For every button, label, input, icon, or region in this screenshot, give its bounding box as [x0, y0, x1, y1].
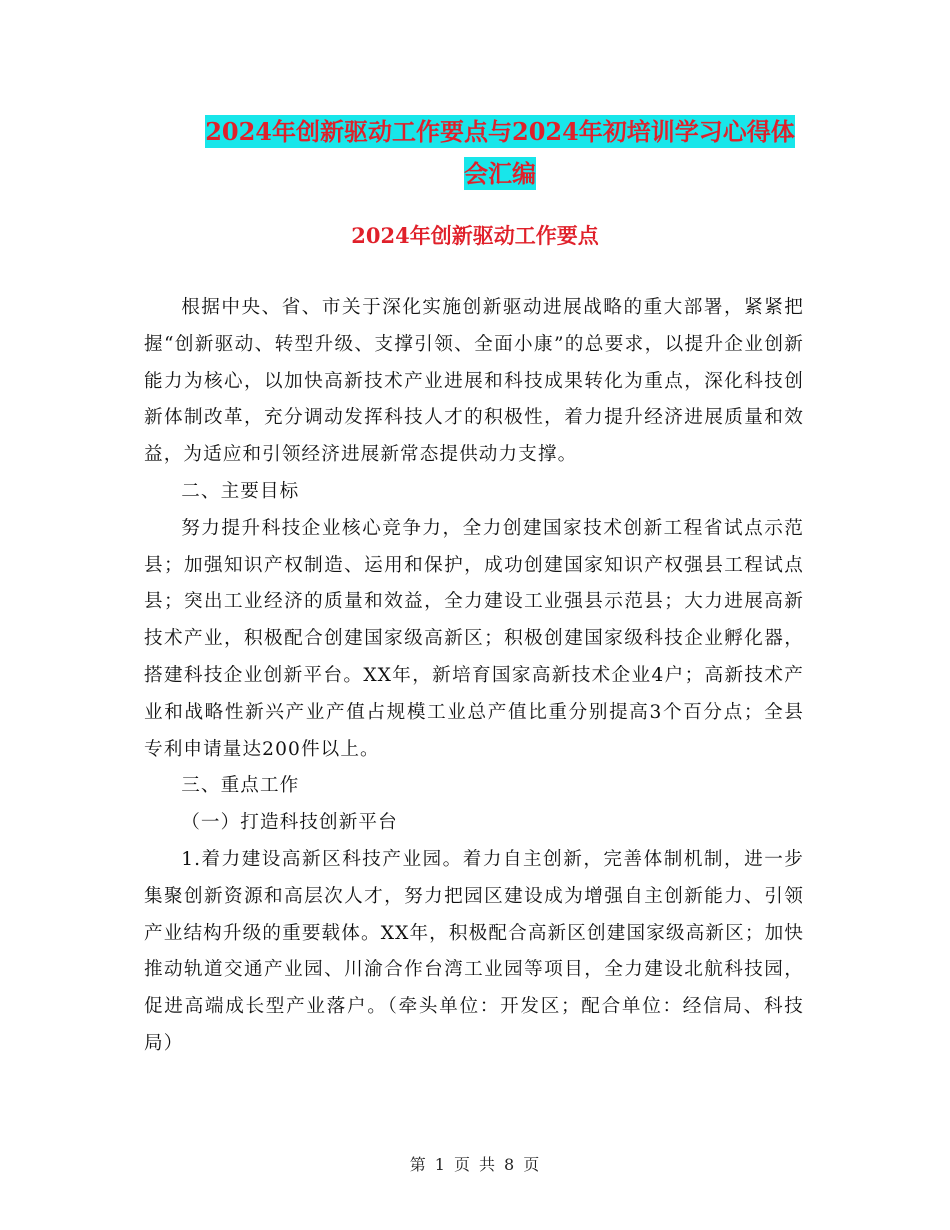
footer-page-suffix: 页	[453, 1155, 471, 1174]
document-title-line1: 2024年创新驱动工作要点与2024年初培训学习心得体	[205, 117, 795, 146]
document-title	[120, 110, 880, 154]
document-title-line2: 会汇编	[464, 159, 536, 188]
paragraph-intro: 根据中央、省、市关于深化实施创新驱动进展战略的重大部署，紧紧把握“创新驱动、转型升级、支撑引领、全面小康”的总要求，以提升企业创新能力为核心，以加快高新技术产业进展和科技成果转化为重点，深化科技创新体制改革，充分调动发挥科技人才的积极性，着力提升经济进展质量和效益，为适应和引领经济进展新常态提供动力支撑。	[144, 297, 804, 466]
footer-total-pages: 8	[504, 1155, 516, 1174]
footer-page-word: 第	[409, 1155, 427, 1174]
footer-total-word: 共	[479, 1155, 497, 1174]
footer-total-suffix: 页	[523, 1155, 541, 1174]
document-title-continued	[120, 152, 880, 196]
page-footer	[0, 1152, 950, 1175]
paragraph-item-1: 1.着力建设高新区科技产业园。着力自主创新，完善体制机制，进一步集聚创新资源和高层次人才，努力把园区建设成为增强自主创新能力、引领产业结构升级的重要载体。XX年，积极配合高新区创建国家级高新区；加快推动轨道交通产业园、川渝合作台湾工业园等项目，全力建设北航科技园，促进高端成长型产业落户。（牵头单位：开发区；配合单位：经信局、科技局）	[144, 848, 804, 1054]
document-body	[144, 290, 804, 1063]
heading-key-work: 三、重点工作	[181, 775, 300, 797]
subheading-platform: （一）打造科技创新平台	[181, 812, 398, 834]
footer-page-number: 1	[434, 1155, 446, 1174]
paragraph-goals: 努力提升科技企业核心竞争力，全力创建国家技术创新工程省试点示范县；加强知识产权制造、运用和保护，成功创建国家知识产权强县工程试点县；突出工业经济的质量和效益，全力建设工业强县示范县；大力进展高新技术产业，积极配合创建国家级高新区；积极创建国家级科技企业孵化器，搭建科技企业创新平台。XX年，新培育国家高新技术企业4户；高新技术产业和战略性新兴产业产值占规模工业总产值比重分别提高3个百分点；全县专利申请量达200件以上。	[144, 517, 804, 760]
section-heading: 2024年创新驱动工作要点	[351, 223, 599, 248]
heading-main-goals: 二、主要目标	[181, 480, 300, 502]
